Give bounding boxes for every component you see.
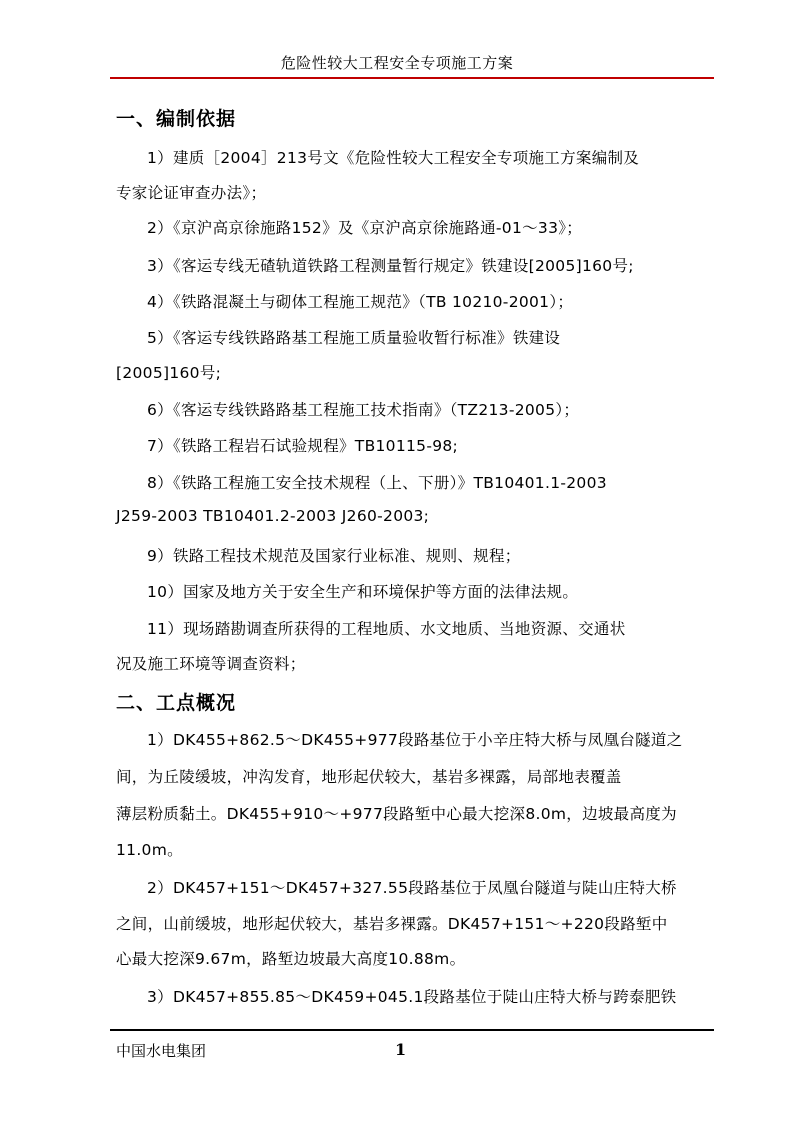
basis-line: 2）《京沪高京徐施路152》及《京沪高京徐施路通-01～33》； [147,219,583,237]
header-rule [110,77,714,79]
basis-line: 10）国家及地方关于安全生产和环境保护等方面的法律法规。 [147,583,579,601]
footer-rule [110,1029,714,1031]
page-header-title: 危险性较大工程安全专项施工方案 [280,54,514,72]
overview-line: 2）DK457+151～DK457+327.55段路基位于凤凰台隧道与陡山庄特大桥 [147,879,677,897]
basis-line: 9）铁路工程技术规范及国家行业标准、规则、规程； [147,547,521,565]
section-heading-overview: 二、工点概况 [116,692,237,714]
basis-line: [2005]160号; [116,364,222,382]
basis-line: 6）《客运专线铁路路基工程施工技术指南》（TZ213-2005）； [147,401,580,419]
basis-line: 7）《铁路工程岩石试验规程》TB10115-98; [147,437,459,455]
basis-line: J259-2003 TB10401.2-2003 J260-2003; [116,507,430,525]
basis-line: 1）建质［2004］213号文《危险性较大工程安全专项施工方案编制及 [147,149,640,167]
basis-line: 5）《客运专线铁路路基工程施工质量验收暂行标准》铁建设 [147,329,561,347]
page-number: 1 [395,1040,407,1059]
overview-line: 3）DK457+855.85～DK459+045.1段路基位于陡山庄特大桥与跨泰肥铁 [147,988,677,1006]
overview-line: 间，为丘陵缓坡，冲沟发育，地形起伏较大，基岩多裸露，局部地表覆盖 [116,768,622,786]
basis-line: 3）《客运专线无碴轨道铁路工程测量暂行规定》铁建设[2005]160号; [147,257,634,275]
overview-line: 11.0m。 [116,841,183,859]
overview-line: 之间，山前缓坡，地形起伏较大，基岩多裸露。DK457+151～+220段路堑中 [116,915,668,933]
footer-organization: 中国水电集团 [116,1042,207,1060]
basis-line: 专家论证审查办法》； [116,184,267,202]
basis-line: 况及施工环境等调查资料； [116,655,306,673]
overview-line: 薄层粉质黏土。DK455+910～+977段路堑中心最大挖深8.0m，边坡最高度为 [116,805,677,823]
basis-line: 8）《铁路工程施工安全技术规程（上、下册）》TB10401.1-2003 [147,474,607,492]
basis-line: 11）现场踏勘调查所获得的工程地质、水文地质、当地资源、交通状 [147,620,626,638]
overview-line: 1）DK455+862.5～DK455+977段路基位于小辛庄特大桥与凤凰台隧道之 [147,731,683,749]
basis-line: 4）《铁路混凝土与砌体工程施工规范》（TB 10210-2001）； [147,293,574,311]
overview-line: 心最大挖深9.67m，路堑边坡最大高度10.88m。 [116,950,466,968]
section-heading-basis: 一、编制依据 [116,108,237,130]
